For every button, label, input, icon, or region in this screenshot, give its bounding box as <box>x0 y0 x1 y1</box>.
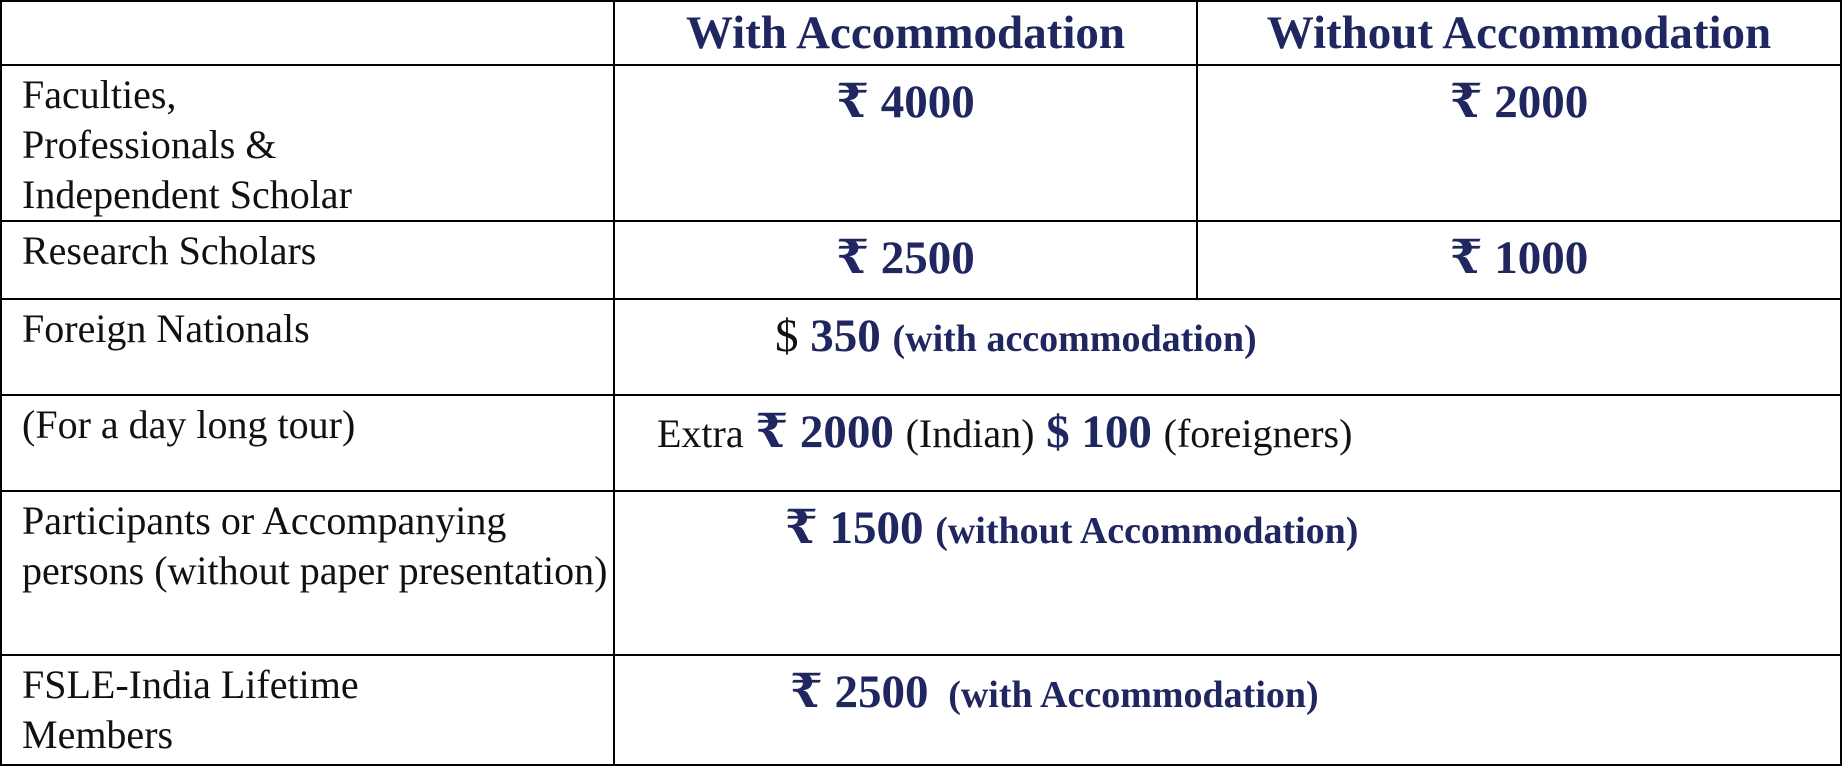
fee-note: (without Accommodation) <box>935 510 1359 552</box>
fee-note: (with accommodation) <box>892 318 1257 360</box>
fee-amount-inr: 2000 <box>799 406 894 458</box>
fee-note-foreigners: (foreigners) <box>1163 411 1353 456</box>
fee-merged-cell <box>614 655 1841 765</box>
table-row <box>1 491 1841 655</box>
row-label: Participants or Accompanying persons (without paper presentation) <box>1 491 614 655</box>
rupee-symbol: ₹ <box>755 406 789 458</box>
table-row <box>1 655 1841 765</box>
table-row <box>1 395 1841 491</box>
table-row <box>1 65 1841 221</box>
fee-note: (with Accommodation) <box>948 674 1319 716</box>
fee-amount: ₹ 2500 <box>790 666 929 718</box>
fee-with-accommodation: ₹ 4000 <box>614 65 1197 221</box>
row-label: Foreign Nationals <box>1 299 614 395</box>
fee-without-accommodation: ₹ 1000 <box>1197 221 1841 299</box>
row-label: (For a day long tour) <box>1 395 614 491</box>
fee-amount-usd: $ 100 <box>1046 406 1152 458</box>
dollar-symbol: $ <box>775 310 799 362</box>
extra-prefix: Extra <box>657 411 744 456</box>
row-label: Research Scholars <box>1 221 614 299</box>
fee-with-accommodation: ₹ 2500 <box>614 221 1197 299</box>
fee-amount: 350 <box>810 310 881 362</box>
header-with-accommodation: With Accommodation <box>614 1 1197 65</box>
fee-merged-cell <box>614 395 1841 491</box>
fee-merged-cell <box>614 299 1841 395</box>
fee-without-accommodation: ₹ 2000 <box>1197 65 1841 221</box>
table-row <box>1 299 1841 395</box>
fee-amount: ₹ 1500 <box>785 502 924 554</box>
header-row <box>1 1 1841 65</box>
fee-note-indian: (Indian) <box>905 411 1035 456</box>
row-label: FSLE-India Lifetime Members <box>1 655 614 765</box>
header-without-accommodation: Without Accommodation <box>1197 1 1841 65</box>
header-empty-cell <box>1 1 614 65</box>
fee-merged-cell <box>614 491 1841 655</box>
table-row <box>1 221 1841 299</box>
row-label: Faculties, Professionals & Independent Scholar <box>1 65 614 221</box>
